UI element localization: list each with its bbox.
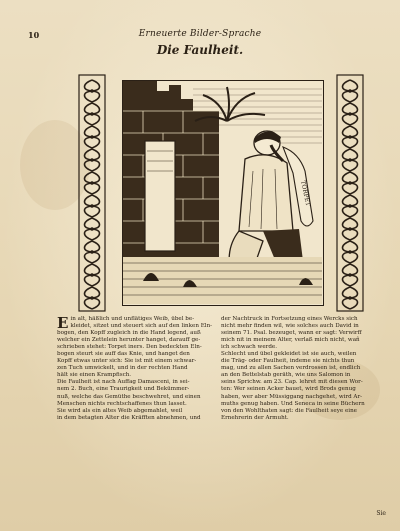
ornament-knot xyxy=(90,181,94,185)
text-line-content: Ernehrerin der Armuht. xyxy=(221,414,289,421)
text-line xyxy=(57,344,213,351)
text-line xyxy=(221,401,387,408)
text-line xyxy=(57,358,213,365)
text-line xyxy=(221,379,387,386)
text-line-content: Kopff etwas unter sich: Sie ist mit einem schwar- xyxy=(57,358,197,365)
ornament-knot xyxy=(90,112,94,116)
text-line xyxy=(221,386,387,393)
text-line xyxy=(57,372,213,379)
text-line xyxy=(57,337,213,344)
text-line-content: an den Bettelstab geräth, wie uns Salomon in xyxy=(221,372,351,379)
ornament-knot xyxy=(348,181,352,185)
ornament-knot xyxy=(348,250,352,254)
ornament-knot xyxy=(90,158,94,162)
ornament-knot xyxy=(90,250,94,254)
text-line-content: schrieben stehet: Torpet iners. Den bedeckten Eln- xyxy=(57,344,202,351)
text-line xyxy=(57,351,213,358)
ornament-knot xyxy=(90,227,94,231)
ornament-knot xyxy=(90,296,94,300)
text-line-content: mich nit in meinem Alter, verlaß mich nicht, wañ xyxy=(221,337,360,344)
text-line xyxy=(57,394,213,401)
running-head: Erneuerte Bilder-Sprache xyxy=(138,29,262,39)
ornament-knot xyxy=(90,135,94,139)
text-line xyxy=(221,365,387,372)
text-line xyxy=(57,365,213,372)
ornament-knot xyxy=(348,112,352,116)
text-line-content: hält sie einen Krampfisch. xyxy=(57,372,132,379)
text-line-content: seinem 71. Psal. bezeuget, wann er sagt: Verwirff xyxy=(221,330,362,337)
text-line xyxy=(221,372,387,379)
ornament-knot xyxy=(348,135,352,139)
text-line xyxy=(221,358,387,365)
text-line-content: nem 2. Buch, eine Traurigkeit und Bekümmer- xyxy=(57,386,190,393)
woodcut-illustration xyxy=(122,80,324,306)
page-number: 10 xyxy=(28,30,40,40)
text-line xyxy=(57,379,213,386)
text-line-content: von den Wohlthaten sagt: die Faulheit seye eine xyxy=(221,407,357,414)
text-line-content: nuß, welche das Gemüthe beschwehret, und einen xyxy=(57,393,201,400)
text-line-content: in dem betagten Alter die Kräfften abnehmen, und xyxy=(57,414,201,421)
text-line-content: bogen, den Kopff zugleich in die Hand legend, auß xyxy=(57,330,201,337)
body-text-left-column xyxy=(57,316,213,422)
text-line-content: seins Sprichw. am 23. Cap. lehret mit diesen Wor- xyxy=(221,379,363,386)
text-line xyxy=(57,330,213,337)
text-line xyxy=(221,394,387,401)
catchword: Sie xyxy=(376,510,386,517)
text-line-content: Die Faulheit ist nach Auffag Damasceni, in sei- xyxy=(57,379,190,386)
text-line-content: ten: Wer seinen Acker bauet, wird Brods genug xyxy=(221,386,356,393)
text-line xyxy=(57,386,213,393)
text-line-content: zen Tuch umwickelt, und in der rechten Hand xyxy=(57,365,188,372)
ornamental-border-left xyxy=(77,74,107,312)
text-line-content: bogen steurt sie auff das Knie, und hanget den xyxy=(57,351,190,358)
text-line-content: muths genug haben. Und Seneca in seine Büchern xyxy=(221,400,365,407)
text-line xyxy=(57,316,213,323)
text-line xyxy=(221,337,387,344)
text-line-content: die Träg- oder Faulheit, indeme sie nichts thun xyxy=(221,358,355,365)
sloth-figure-woodcut xyxy=(123,81,322,304)
text-line xyxy=(221,408,387,415)
text-line xyxy=(221,415,387,422)
ornament-knot xyxy=(348,273,352,277)
text-line-content: haben, wer aber Müssiggang nachgehet, wird Ar- xyxy=(221,393,363,400)
text-line xyxy=(221,316,387,323)
text-line-content: der Nachtruck in Fortsetzung eines Wercks sich xyxy=(221,316,358,322)
body-text-right-column xyxy=(221,316,387,422)
text-line xyxy=(57,401,213,408)
text-line-content: ich schwach werde. xyxy=(221,344,277,351)
text-line xyxy=(221,351,387,358)
text-line xyxy=(57,415,213,422)
text-line-content: mag, und zu allen Sachen verdrossen ist, endlich xyxy=(221,365,361,372)
text-line xyxy=(57,323,213,330)
text-line-content: kleidet, sitzet und steuert sich auf den linken Eln- xyxy=(70,323,213,330)
text-line xyxy=(221,344,387,351)
ornament-knot xyxy=(348,204,352,208)
ornament-knot xyxy=(348,296,352,300)
ornament-knot xyxy=(348,227,352,231)
drop-cap: E xyxy=(57,314,69,332)
ornament-knot xyxy=(90,89,94,93)
chapter-title: Die Faulheit. xyxy=(156,43,244,57)
ornament-knot xyxy=(90,273,94,277)
ornamental-border-right xyxy=(335,74,365,312)
scroll-inscription: TORPET xyxy=(299,179,312,207)
ornament-knot xyxy=(348,89,352,93)
text-line-content: nicht mehr finden wil, wie solches auch David in xyxy=(221,323,359,330)
text-line-content: Schlecht und übel gekleidet ist sie auch, weilen xyxy=(221,351,357,358)
text-line-content: welcher ein Zettelein herunter hanget, darauff ge- xyxy=(57,337,201,344)
text-line xyxy=(221,323,387,330)
text-line-content: in alt, häßlich und unflätiges Weib, übel be- xyxy=(70,316,195,322)
text-line-content: Menschen nichts rechtschaffenes thun lasset. xyxy=(57,400,187,407)
text-line xyxy=(57,408,213,415)
ornament-knot xyxy=(348,158,352,162)
text-line-content: Sie wird als ein altes Weib abgemahlet, weil xyxy=(57,407,183,414)
ornament-knot xyxy=(90,204,94,208)
